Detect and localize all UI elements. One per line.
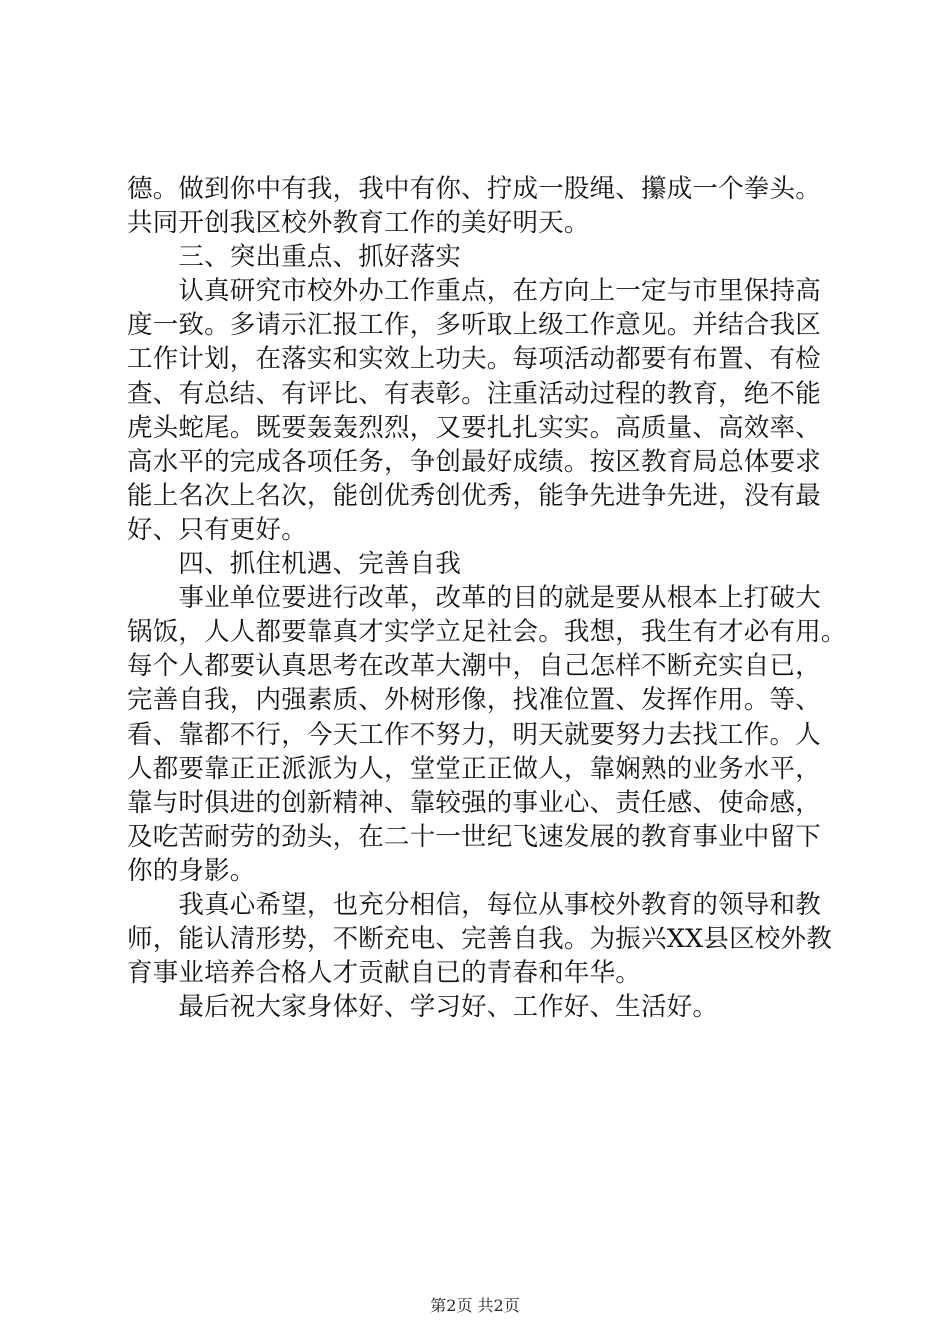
section-heading: 四、抓住机遇、完善自我 <box>127 549 462 580</box>
text-line: 你的身影。 <box>127 855 256 886</box>
text-line: 人都要靠正正派派为人，堂堂正正做人，靠娴熟的业务水平， <box>127 753 821 784</box>
text-line: 工作计划，在落实和实效上功夫。每项活动都要有布置、有检 <box>127 344 821 375</box>
text-line: 好、只有更好。 <box>127 514 307 545</box>
text-line: 高水平的完成各项任务，争创最好成绩。按区教育局总体要求 <box>127 446 821 477</box>
text-line: 每个人都要认真思考在改革大潮中，自己怎样不断充实自已， <box>127 651 821 682</box>
text-line: 完善自我，内强素质、外树形像，找准位置、发挥作用。等、 <box>127 685 821 716</box>
text-line: 事业单位要进行改革，改革的目的就是要从根本上打破大 <box>127 583 821 614</box>
text-line: 能上名次上名次，能创优秀创优秀，能争先进争先进，没有最 <box>127 480 821 511</box>
text-line: 及吃苦耐劳的劲头，在二十一世纪飞速发展的教育事业中留下 <box>127 821 821 852</box>
text-line: 育事业培养合格人才贡献自已的青春和年华。 <box>127 958 642 989</box>
page-number-label: 第2页 共2页 <box>430 1296 520 1315</box>
text-line: 度一致。多请示汇报工作，多听取上级工作意见。并结合我区 <box>127 310 821 341</box>
text-line: 虎头蛇尾。既要轰轰烈烈，又要扎扎实实。高质量、高效率、 <box>127 412 821 443</box>
text-line: 最后祝大家身体好、学习好、工作好、生活好。 <box>127 992 719 1023</box>
text-line: 靠与时俱进的创新精神、靠较强的事业心、责任感、使命感， <box>127 787 821 818</box>
text-line: 看、靠都不行，今天工作不努力，明天就要努力去找工作。人 <box>127 719 821 750</box>
page-footer <box>0 1296 950 1316</box>
text-line: 师，能认清形势，不断充电、完善自我。为振兴XX县区校外教 <box>127 924 832 955</box>
text-line: 查、有总结、有评比、有表彰。注重活动过程的教育，绝不能 <box>127 378 821 409</box>
text-line: 我真心希望，也充分相信，每位从事校外教育的领导和教 <box>127 889 821 920</box>
text-line: 共同开创我区校外教育工作的美好明天。 <box>127 208 590 239</box>
text-line: 德。做到你中有我，我中有你、拧成一股绳、攥成一个拳头。 <box>127 174 821 204</box>
document-body <box>127 172 847 1024</box>
section-heading: 三、突出重点、抓好落实 <box>127 242 462 273</box>
text-line: 锅饭，人人都要靠真才实学立足社会。我想，我生有才必有用。 <box>127 617 847 648</box>
text-line: 认真研究市校外办工作重点，在方向上一定与市里保持高 <box>127 276 821 307</box>
